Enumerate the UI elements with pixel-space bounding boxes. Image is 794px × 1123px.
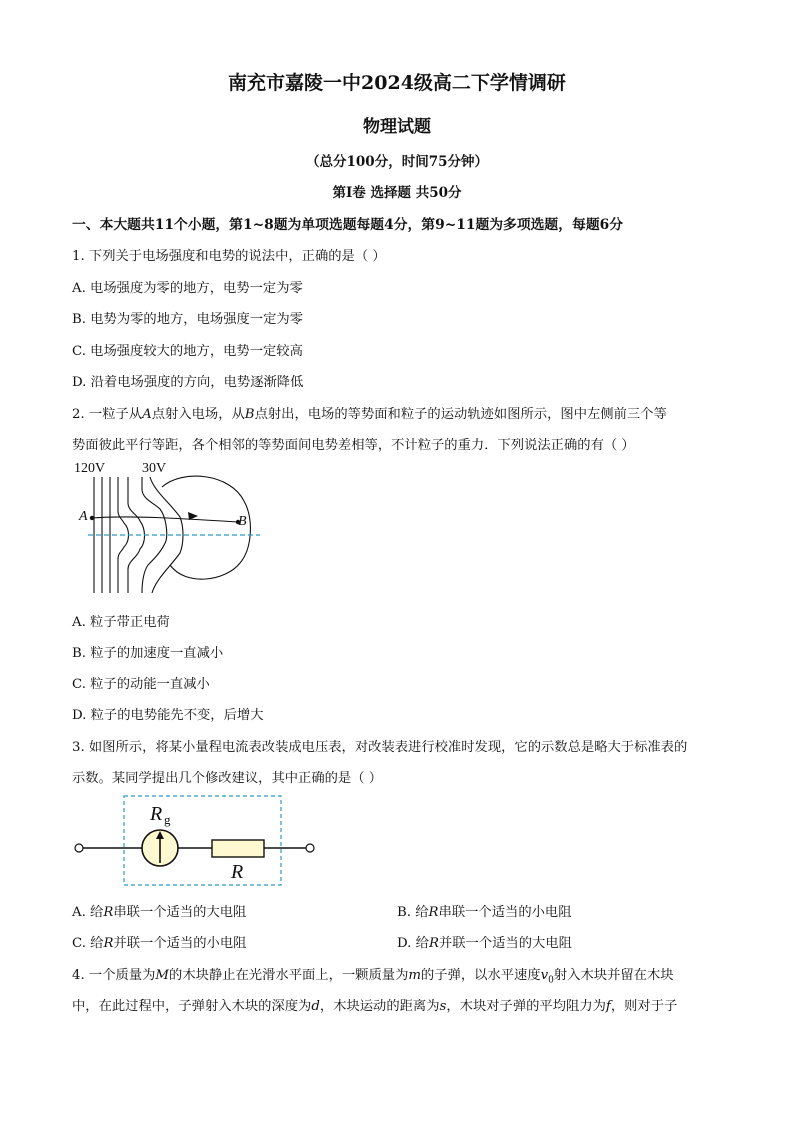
resistor-icon <box>212 840 264 857</box>
q2-option-c: C. 粒子的动能一直减小 <box>72 677 210 692</box>
q3-option-a: A. 给R串联一个适当的大电阻 <box>72 905 247 920</box>
exam-subject: 物理试题 <box>363 117 431 137</box>
q2-option-d: D. 粒子的电势能先不变，后增大 <box>72 708 264 723</box>
part-heading: 第Ⅰ卷 选择题 共50分 <box>332 185 462 201</box>
q2-point-b: B <box>244 407 255 422</box>
q3-stem-line1: 3. 如图所示，将某小量程电流表改装成电压表，对改装表进行校准时发现，它的示数总是略大于标准表的 <box>72 740 688 755</box>
q3-option-b: B. 给R串联一个适当的小电阻 <box>397 905 572 920</box>
q3-option-d: D. 给R并联一个适当的大电阻 <box>397 936 572 951</box>
label-point-b: B <box>238 514 247 529</box>
q2-stem-line1 <box>72 403 667 422</box>
label-r: R <box>231 861 244 883</box>
point-a-dot <box>90 516 94 520</box>
left-terminal <box>75 844 83 852</box>
equipotential-figure <box>70 455 270 600</box>
label-30v: 30V <box>142 461 167 476</box>
exam-note: （总分100分，时间75分钟） <box>306 154 488 170</box>
q1-stem: 1. 下列关于电场强度和电势的说法中，正确的是（ ） <box>72 249 386 264</box>
section-heading: 一、本大题共11个小题，第1~8题为单项选题每题4分，第9~11题为多项选题，每题6分 <box>72 217 624 233</box>
ammeter-circuit-figure <box>70 793 330 889</box>
label-rg-subscript: g <box>164 812 171 827</box>
q1-option-c: C. 电场强度较大的地方，电势一定较高 <box>72 344 303 359</box>
q3-option-c: C. 给R并联一个适当的小电阻 <box>72 936 247 951</box>
q1-option-b: B. 电势为零的地方，电场强度一定为零 <box>72 312 303 327</box>
q2-option-a: A. 粒子带正电荷 <box>72 615 170 630</box>
q4-stem-line1: 4. 一个质量为M的木块静止在光滑水平面上，一颗质量为m的子弹，以水平速度$v_0$射入木块并留在木块 <box>72 968 674 986</box>
label-120v: 120V <box>74 461 106 476</box>
q2-stem-line2: 势面彼此平行等距，各个相邻的等势面间电势差相等，不计粒子的重力．下列说法正确的有（ ） <box>72 438 635 453</box>
right-terminal <box>306 844 314 852</box>
q1-option-d: D. 沿着电场强度的方向，电势逐渐降低 <box>72 375 304 390</box>
q4-stem-line2: 中，在此过程中，子弹射入木块的深度为d，木块运动的距离为s，木块对子弹的平均阻力为f，则对于子 <box>72 999 678 1014</box>
q2-option-b: B. 粒子的加速度一直减小 <box>72 646 224 661</box>
q3-stem-line2: 示数。某同学提出几个修改建议，其中正确的是（ ） <box>72 771 383 786</box>
q2-stem-text: 点射出，电场的等势面和粒子的运动轨迹如图所示，图中左侧前三个等 <box>254 407 667 422</box>
q2-stem-text: 2. 一粒子从 <box>72 407 143 422</box>
q1-option-a: A. 电场强度为零的地方，电势一定为零 <box>72 281 303 296</box>
label-rg: R <box>150 803 163 825</box>
q2-point-a: A <box>142 407 152 422</box>
label-point-a: A <box>79 509 88 524</box>
exam-title: 南充市嘉陵一中2024级高二下学情调研 <box>228 72 566 94</box>
q2-stem-text: 点射入电场，从 <box>151 407 245 422</box>
